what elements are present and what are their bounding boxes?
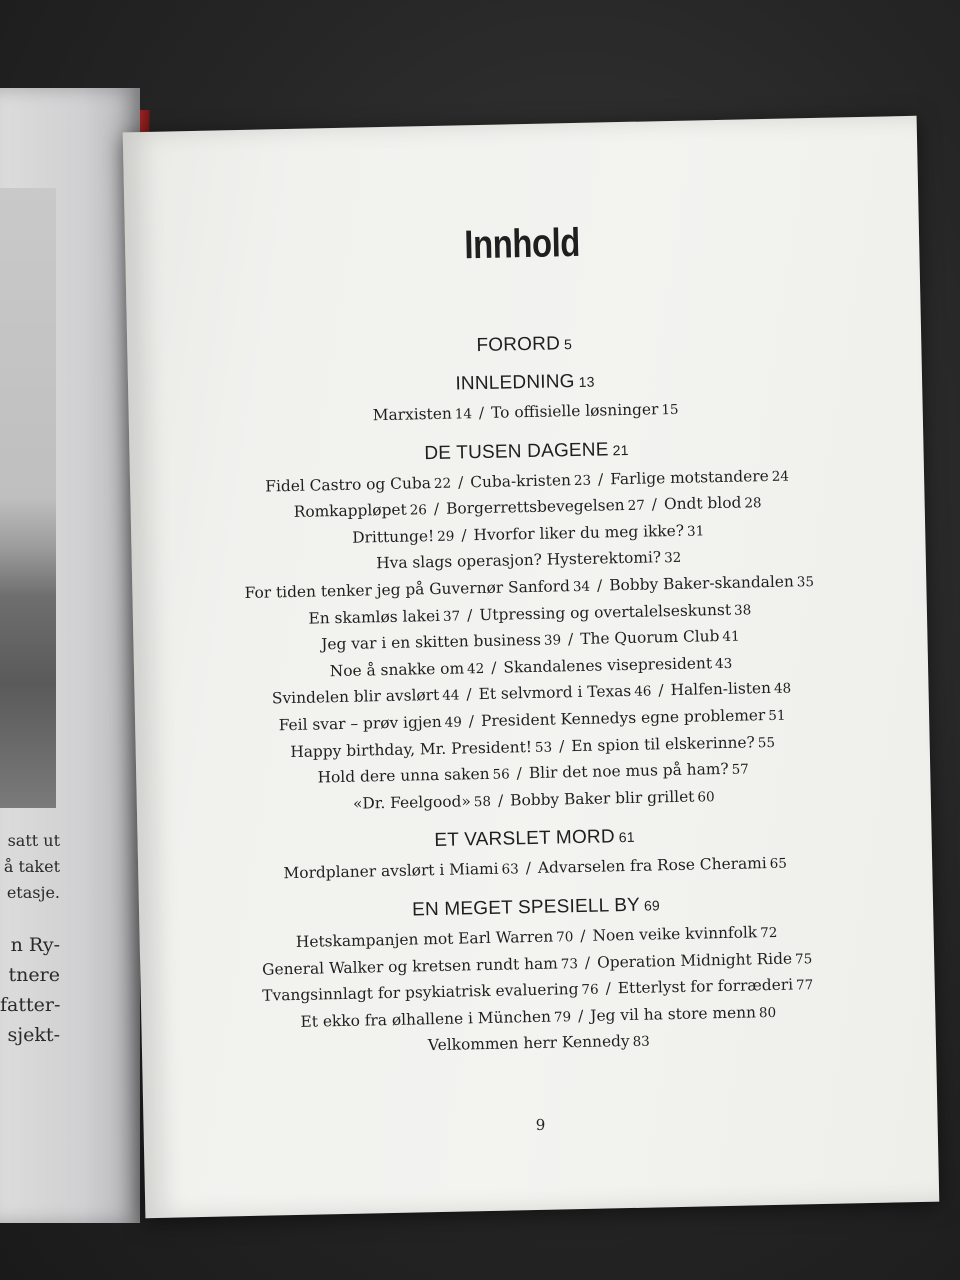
entry-title: En skamløs lakei — [308, 606, 441, 628]
entry-title: Skandalenes visepresident — [503, 653, 713, 677]
entry-title: Etterlyst for forræderi — [617, 975, 794, 998]
entry-page-number: 80 — [758, 1004, 777, 1021]
entry-title: Et selvmord i Texas — [478, 682, 632, 704]
entry-page-number: 63 — [501, 861, 519, 878]
entry-separator: / — [525, 859, 532, 878]
table-of-contents — [167, 325, 896, 1066]
entry-separator: / — [597, 470, 604, 489]
entry-title: Hold dere unna saken — [317, 765, 490, 787]
entry-separator: / — [584, 953, 591, 972]
entry-separator: / — [466, 605, 473, 624]
section-page-number: 21 — [612, 441, 629, 458]
entry-page-number: 65 — [769, 855, 788, 873]
entry-page-number: 29 — [437, 528, 455, 545]
entry-separator: / — [596, 576, 603, 595]
entry-page-number: 42 — [466, 660, 485, 678]
section-title: EN MEGET SPESIELL BY — [411, 894, 641, 921]
entry-title: Marxisten — [372, 404, 452, 425]
entry-title: Et ekko fra ølhallene i München — [300, 1007, 552, 1031]
left-page-text-block-a: satt ut å taket etasje. — [3, 831, 60, 902]
entry-title: Hetskampanjen mot Earl Warren — [295, 927, 554, 951]
page-number: 9 — [535, 1115, 546, 1134]
entry-title: Noe å snakke om — [329, 659, 465, 680]
entry-separator: / — [491, 658, 497, 677]
entry-page-number: 14 — [454, 406, 473, 423]
entry-title: Blir det noe mus på ham? — [528, 760, 729, 783]
entry-page-number: 77 — [795, 977, 814, 994]
entry-title: Borgerrettsbevegelsen — [445, 496, 625, 518]
entry-title: Romkappløpet — [293, 500, 407, 522]
entry-page-number: 43 — [714, 655, 733, 672]
entry-title: The Quorum Club — [580, 627, 720, 649]
entry-page-number: 58 — [473, 793, 492, 810]
entry-title: Ondt blod — [663, 493, 742, 514]
entry-separator: / — [605, 979, 612, 998]
entry-title: Bobby Baker-skandalen — [609, 572, 795, 595]
entry-page-number: 46 — [634, 683, 652, 701]
entry-title: Tvangsinnlagt for psykiatrisk evaluering — [262, 980, 579, 1005]
entry-title: Farlige motstandere — [610, 466, 769, 488]
entry-separator: / — [457, 472, 464, 492]
entry-separator: / — [516, 764, 523, 783]
entry-title: Hva slags operasjon? Hysterektomi? — [376, 548, 662, 573]
toc-section — [168, 363, 883, 435]
entry-page-number: 41 — [722, 628, 740, 646]
toc-section — [169, 431, 891, 822]
entry-title: Bobby Baker blir grillet — [509, 787, 695, 810]
entry-title: En spion til elskerinne? — [571, 732, 755, 755]
entry-separator: / — [461, 526, 467, 545]
entry-separator: / — [478, 403, 485, 423]
entry-page-number: 56 — [492, 766, 510, 783]
entry-separator: / — [468, 712, 475, 731]
page-title: Innhold — [463, 220, 581, 268]
entry-separator: / — [497, 791, 504, 810]
entry-page-number: 31 — [686, 523, 705, 540]
entry-page-number: 39 — [543, 632, 562, 649]
entry-page-number: 57 — [731, 761, 749, 778]
entry-page-number: 37 — [442, 608, 461, 625]
section-title: ET VARSLET MORD — [434, 826, 615, 852]
entry-page-number: 38 — [733, 601, 752, 619]
entry-title: Velkommen herr Kennedy — [427, 1032, 630, 1055]
entry-page-number: 28 — [744, 495, 762, 512]
entry-separator: / — [433, 500, 440, 519]
entry-title: Jeg vil ha store menn — [590, 1003, 757, 1025]
entry-separator: / — [567, 630, 574, 649]
entry-title: Cuba-kristen — [470, 470, 572, 491]
entry-page-number: 79 — [553, 1008, 572, 1026]
entry-page-number: 23 — [573, 472, 592, 489]
entry-title: «Dr. Feelgood» — [352, 792, 471, 813]
entry-page-number: 27 — [627, 497, 646, 515]
toc-section — [177, 819, 892, 891]
entry-title: Drittunge! — [352, 526, 435, 547]
entry-title: Svindelen blir avslørt — [271, 686, 440, 708]
left-page — [0, 88, 140, 1223]
toc-page — [123, 116, 940, 1218]
section-page-number: 5 — [563, 336, 573, 353]
entry-title: For tiden tenker jeg på Guvernør Sanford — [244, 577, 571, 602]
entry-title: Noen veike kvinnfolk — [592, 923, 758, 945]
entry-separator: / — [466, 685, 472, 704]
entry-title: General Walker og kretsen rundt ham — [262, 954, 558, 979]
section-title: FORORD — [476, 333, 561, 357]
entry-separator: / — [577, 1006, 584, 1025]
entry-page-number: 83 — [632, 1033, 650, 1051]
entry-separator: / — [558, 736, 565, 755]
entry-page-number: 22 — [433, 475, 452, 492]
entry-title: To offisielle løsninger — [490, 400, 659, 422]
section-page-number: 13 — [578, 373, 595, 390]
entry-title: Utpressing og overtalelseskunst — [479, 600, 732, 624]
entry-title: President Kennedys egne problemer — [480, 706, 766, 730]
left-page-photo — [0, 188, 56, 808]
entry-separator: / — [651, 495, 658, 514]
entry-title: Advarselen fra Rose Cherami — [537, 854, 767, 878]
section-title: DE TUSEN DAGENE — [424, 438, 609, 464]
entry-page-number: 75 — [794, 950, 813, 968]
section-title: INNLEDNING — [455, 371, 575, 395]
entry-page-number: 34 — [572, 578, 591, 596]
entry-page-number: 55 — [757, 734, 776, 751]
entry-page-number: 70 — [556, 929, 574, 946]
entry-title: Halfen-listen — [670, 679, 772, 700]
entry-page-number: 32 — [663, 550, 682, 567]
entry-title: Happy birthday, Mr. President! — [290, 737, 533, 761]
entry-title: Feil svar – prøv igjen — [278, 712, 442, 735]
entry-page-number: 76 — [581, 981, 599, 999]
entry-page-number: 73 — [560, 955, 579, 972]
entry-page-number: 49 — [444, 714, 463, 731]
entry-page-number: 60 — [697, 788, 715, 806]
entry-page-number: 35 — [796, 574, 815, 591]
entry-page-number: 26 — [409, 502, 428, 519]
entry-page-number: 44 — [442, 687, 460, 705]
toc-section — [167, 325, 881, 366]
entry-page-number: 72 — [760, 924, 778, 942]
entry-page-number: 51 — [768, 707, 786, 724]
entry-page-number: 48 — [773, 680, 792, 698]
entry-title: Fidel Castro og Cuba — [265, 473, 432, 496]
section-heading — [167, 325, 881, 366]
section-page-number: 61 — [618, 829, 635, 846]
entry-page-number: 15 — [661, 401, 679, 419]
entry-separator: / — [658, 681, 664, 700]
left-page-text-block-b: n Ry- tnere fatter- sjekt- — [0, 934, 61, 1046]
entry-title: Mordplaner avslørt i Miami — [283, 860, 499, 883]
section-page-number: 69 — [643, 897, 661, 914]
entry-title: Operation Midnight Ride — [596, 949, 793, 972]
entry-separator: / — [580, 926, 586, 945]
entry-page-number: 24 — [771, 468, 790, 485]
entry-page-number: 53 — [534, 739, 553, 756]
entry-title: Hvorfor liker du meg ikke? — [473, 521, 685, 544]
entry-title: Jeg var i en skitten business — [321, 630, 542, 654]
toc-section — [179, 887, 896, 1065]
